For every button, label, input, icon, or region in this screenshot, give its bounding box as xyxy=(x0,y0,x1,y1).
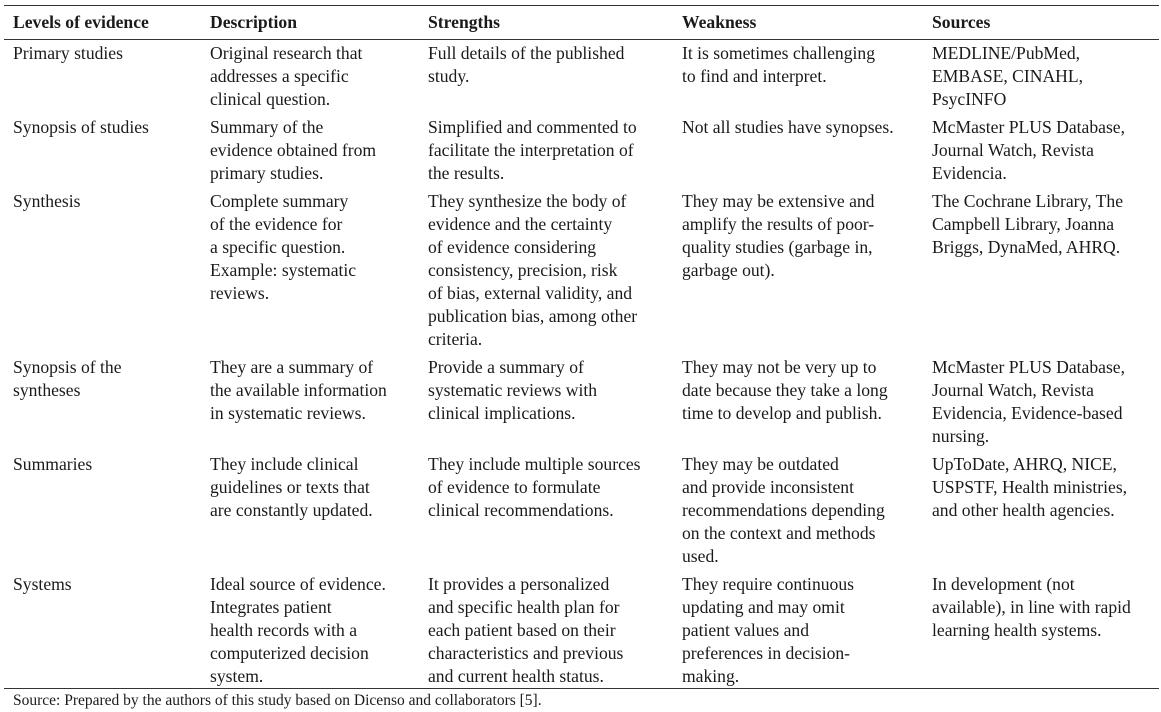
cell-description: Summary of the evidence obtained from primary studies. xyxy=(210,117,377,183)
table-source-note: Source: Prepared by the authors of this study based on Dicenso and collaborators [5]. xyxy=(13,692,542,709)
cell-level: Synopsis of studies xyxy=(13,117,149,137)
table-row xyxy=(4,450,1159,570)
cell-weakness: They require continuous updating and may omit patient values and preferences in decision- making. xyxy=(673,570,923,689)
cell-weakness: They may be outdated and provide inconsistent recommendations depending on the context and methods used. xyxy=(682,454,885,566)
cell-sources: McMaster PLUS Database, Journal Watch, Revista Evidencia, Evidence-based nursing. xyxy=(932,357,1125,446)
cell-sources: In development (not available), in line with rapid learning health systems. xyxy=(923,570,1159,689)
cell-level: Synthesis xyxy=(13,191,81,211)
evidence-levels-table xyxy=(4,5,1159,689)
cell-description: Ideal source of evidence. Integrates patient health records with a computerized decision system. xyxy=(201,570,419,689)
cell-level: Primary studies xyxy=(13,43,123,63)
cell-strengths: It provides a personalized and specific health plan for each patient based on their characteristics and previous and current health status. xyxy=(419,570,673,689)
header-description: Description xyxy=(201,6,419,40)
cell-weakness: They may be extensive and amplify the results of poor- quality studies (garbage in, garbage out). xyxy=(682,191,875,280)
cell-sources: UpToDate, AHRQ, NICE, USPSTF, Health ministries, and other health agencies. xyxy=(932,454,1128,520)
cell-description: They are a summary of the available information in systematic reviews. xyxy=(210,357,387,423)
header-weakness: Weakness xyxy=(673,6,923,40)
cell-weakness: Not all studies have synopses. xyxy=(682,117,894,137)
cell-level: Synopsis of the syntheses xyxy=(13,357,122,400)
cell-description: Original research that addresses a specific clinical question. xyxy=(210,43,363,109)
cell-strengths: Full details of the published study. xyxy=(428,43,625,86)
cell-description: They include clinical guidelines or texts that are constantly updated. xyxy=(210,454,373,520)
table-row xyxy=(4,570,1159,689)
table-row xyxy=(4,40,1159,114)
cell-strengths: They synthesize the body of evidence and the certainty of evidence considering consistency, precision, risk of bias, external validity, and publication bias, among other criteria. xyxy=(428,191,638,349)
cell-level: Summaries xyxy=(13,454,93,474)
cell-strengths: Simplified and commented to facilitate the interpretation of the results. xyxy=(428,117,637,183)
table-header-row xyxy=(4,6,1159,40)
cell-sources: McMaster PLUS Database, Journal Watch, Revista Evidencia. xyxy=(932,117,1125,183)
cell-strengths: They include multiple sources of evidence to formulate clinical recommendations. xyxy=(428,454,641,520)
cell-weakness: They may not be very up to date because they take a long time to develop and publish. xyxy=(682,357,888,423)
table-row xyxy=(4,113,1159,187)
header-strengths: Strengths xyxy=(419,6,673,40)
cell-level: Systems xyxy=(4,570,201,689)
cell-weakness: It is sometimes challenging to find and interpret. xyxy=(682,43,876,86)
table-row xyxy=(4,353,1159,450)
cell-description: Complete summary of the evidence for a specific question. Example: systematic reviews. xyxy=(210,191,357,303)
cell-sources: The Cochrane Library, The Campbell Library, Joanna Briggs, DynaMed, AHRQ. xyxy=(932,191,1124,257)
cell-strengths: Provide a summary of systematic reviews with clinical implications. xyxy=(428,357,598,423)
header-levels-of-evidence: Levels of evidence xyxy=(4,6,201,40)
cell-sources: MEDLINE/PubMed, EMBASE, CINAHL, PsycINFO xyxy=(932,43,1084,109)
header-sources: Sources xyxy=(923,6,1159,40)
table-row xyxy=(4,187,1159,353)
